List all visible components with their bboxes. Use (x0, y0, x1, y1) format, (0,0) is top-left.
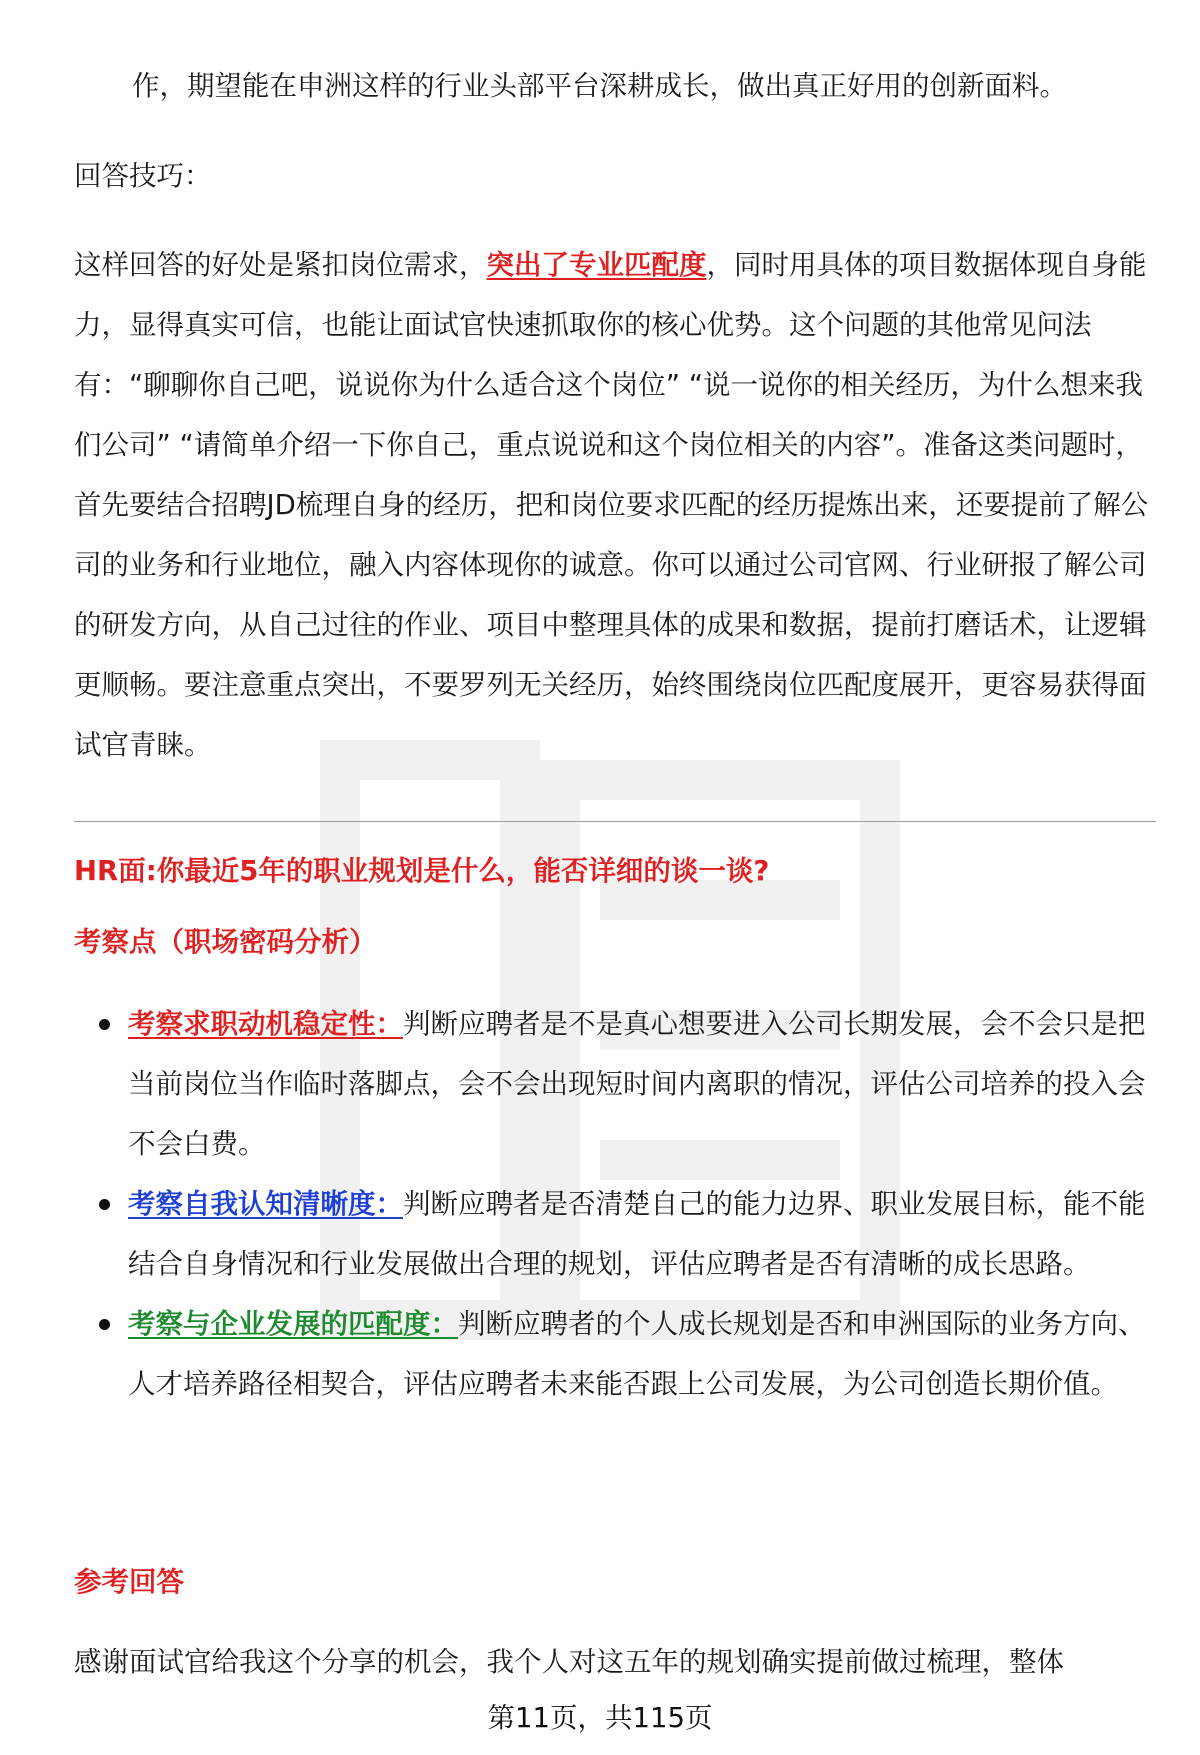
bullet-label: 考察求职动机稳定性： (128, 1008, 403, 1040)
bullet-text: 判断应聘者的个人成长规划是否和申洲国际的业务方向、人才培养路径相契合，评估应聘者未来能否跟上公司发展，为公司创造长期价值。 (128, 1308, 1146, 1400)
bullet-dot-icon (99, 1019, 110, 1030)
section-divider (74, 821, 1156, 822)
list-item (74, 994, 1156, 1174)
bullet-text: 判断应聘者是否清楚自己的能力边界、职业发展目标，能不能结合自身情况和行业发展做出合理的规划，评估应聘者是否有清晰的成长思路。 (128, 1188, 1146, 1280)
bullet-dot-icon (99, 1319, 110, 1330)
tips-text-after: ，同时用具体的项目数据体现自身能力，显得真实可信，也能让面试官快速抓取你的核心优势。这个问题的其他常见问法有：“聊聊你自己吧，说说你为什么适合这个岗位” “说一说你的相关经历，为什么想来我们公司” “请简单介绍一下你自己，重点说说和这个岗位相关的内容”。准备这类问题时，首先要结合招聘JD梳理自身的经历，把和岗位要求匹配的经历提炼出来，还要提前了解公司的业务和行业地位，融入内容体现你的诚意。你可以通过公司官网、行业研报了解公司的研发方向，从自己过往的作业、项目中整理具体的成果和数据，提前打磨话术，让逻辑更顺畅。要注意重点突出，不要罗列无关经历，始终围绕岗位匹配度展开，更容易获得面试官青睐。 (74, 249, 1149, 761)
reference-answer-heading: 参考回答 (74, 1566, 184, 1598)
intro-paragraph-tail: 作，期望能在申洲这样的行业头部平台深耕成长，做出真正好用的创新面料。 (132, 70, 1067, 102)
bullet-label: 考察自我认知清晰度： (128, 1188, 403, 1220)
list-item (74, 1174, 1156, 1294)
analysis-heading: 考察点（职场密码分析） (74, 926, 377, 958)
tips-text-before: 这样回答的好处是紧扣岗位需求， (74, 249, 487, 281)
bullet-label: 考察与企业发展的匹配度： (128, 1308, 458, 1340)
interview-question-heading: HR面:你最近5年的职业规划是什么，能否详细的谈一谈? (74, 855, 770, 887)
tips-heading: 回答技巧： (74, 160, 212, 192)
bullet-text: 判断应聘者是不是真心想要进入公司长期发展，会不会只是把当前岗位当作临时落脚点，会不会出现短时间内离职的情况，评估公司培养的投入会不会白费。 (128, 1008, 1146, 1160)
reference-answer-start: 感谢面试官给我这个分享的机会，我个人对这五年的规划确实提前做过梳理，整体 (74, 1646, 1064, 1678)
list-item (74, 1294, 1156, 1414)
bullet-dot-icon (99, 1199, 110, 1210)
tips-paragraph (74, 235, 1156, 775)
analysis-bullet-list (74, 994, 1156, 1414)
page-number-footer: 第11页，共115页 (487, 1702, 713, 1734)
tips-highlight: 突出了专业匹配度 (486, 249, 707, 281)
